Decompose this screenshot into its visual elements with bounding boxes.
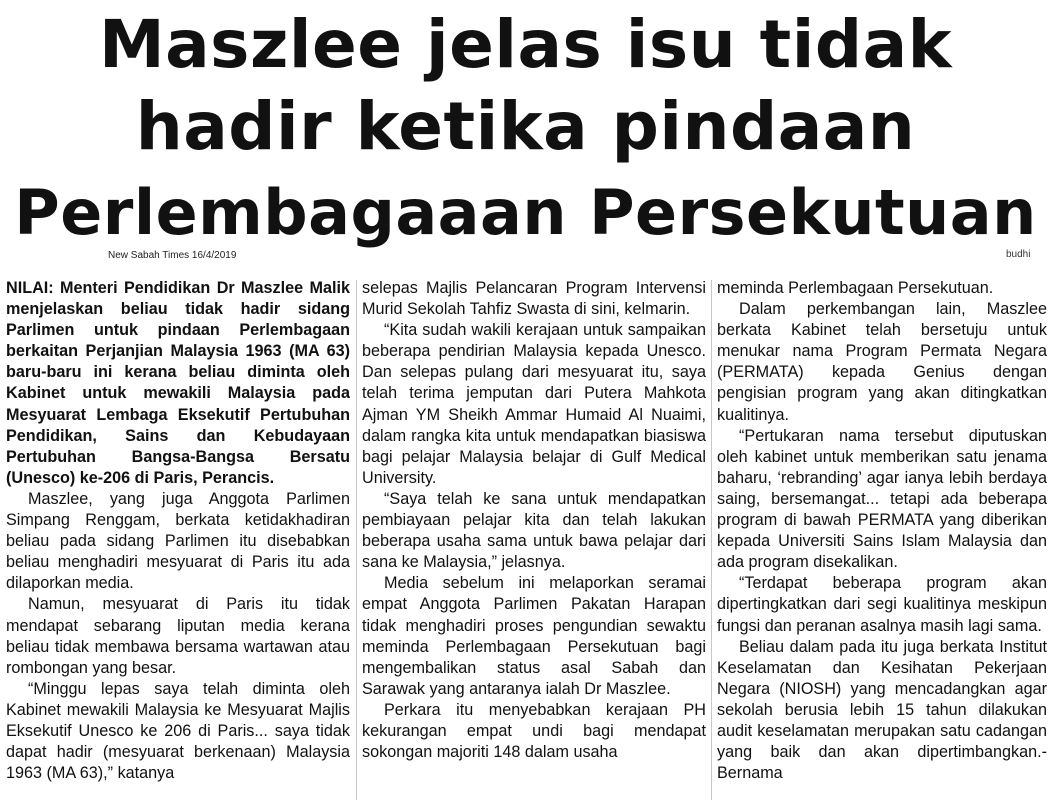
paragraph: “Pertukaran nama tersebut diputuskan oleh kabinet untuk memberikan satu jenama baharu, ‘rebranding’ agar ianya lebih berdaya saing, bersemangat... tetapi ada beberapa program di bawah PERMATA yang diberikan kepada Universiti Sains Islam Malaysia dan ada program disekalikan. [717,426,1047,572]
article-column-2 [362,278,706,805]
source-line: New Sabah Times 16/4/2019 [108,250,237,261]
paragraph: Maszlee, yang juga Anggota Parlimen Simpang Renggam, berkata ketidakhadiran beliau pada sidang Parlimen itu disebabkan beliau menghadiri mesyuarat di Paris itu ada dilaporkan media. [6,489,350,593]
paragraph-continued: selepas Majlis Pelancaran Program Intervensi Murid Sekolah Tahfiz Swasta di sini, kelmarin. [362,279,706,319]
signature: budhi [1006,249,1031,260]
paragraph-continued: meminda Perlembagaan Persekutuan. [717,279,994,297]
paragraph: “Kita sudah wakili kerajaan untuk sampaikan beberapa pendirian Malaysia kepada Unesco. Dan selepas pulang dari mesyuarat itu, saya telah terima jemputan dari Putera Mahkota Ajman YM Sheikh Ammar Humaid Al Nuaimi, dalam rangka kita untuk mendapatkan biasiswa bagi pelajar Malaysia belajar di Gulf Medical University. [362,321,706,487]
article-column-1 [6,278,350,805]
headline-line-3: Perlembagaaan Persekutuan [14,176,1037,249]
headline-line-1: Maszlee jelas isu tidak [98,6,953,83]
paragraph: “Minggu lepas saya telah diminta oleh Kabinet mewakili Malaysia ke Mesyuarat Majlis Eksekutif Unesco ke 206 di Paris... saya tidak dapat hadir (mesyuarat berkenaan) Malaysia 1963 (MA 63),” katanya [6,679,350,783]
paragraph: Perkara itu menyebabkan kerajaan PH kekurangan empat undi bagi mendapat sokongan majoriti 148 dalam usaha [362,700,706,762]
lead-paragraph: NILAI: Menteri Pendidikan Dr Maszlee Malik menjelaskan beliau tidak hadir sidang Parlimen untuk pindaan Perlembagaan berkaitan Perjanjian Malaysia 1963 (MA 63) baru-baru ini kerana beliau diminta oleh Kabinet untuk mewakili Malaysia pada Mesyuarat Lembaga Eksekutif Pertubuhan Pendidikan, Sains dan Kebudayaan Pertubuhan Bangsa-Bangsa Bersatu (Unesco) ke-206 di Paris, Perancis. [6,279,350,487]
column-divider [356,280,357,800]
column-divider [711,280,712,800]
paragraph: “Terdapat beberapa program akan dipertingkatkan dari segi kualitinya meskipun fungsi dan peranan asalnya masih lagi sama. [717,574,1047,635]
paragraph: Namun, mesyuarat di Paris itu tidak mendapat sebarang liputan media kerana beliau tidak membawa bersama wartawan atau rombongan yang besar. [6,595,350,677]
paragraph: Dalam perkembangan lain, Maszlee berkata Kabinet telah bersetuju untuk menukar nama Program Permata Negara (PERMATA) kepada Genius dengan pengisian program yang akan ditingkatkan kualitinya. [717,300,1047,424]
headline-line-2: hadir ketika pindaan [135,88,916,165]
article-column-3 [717,278,1047,805]
paragraph: Beliau dalam pada itu juga berkata Institut Keselamatan dan Kesihatan Pekerjaan Negara (NIOSH) yang mencadangkan agar sekolah berusia lebih 15 tahun dilakukan audit keselamatan merupakan satu cadangan yang baik dan akan dipertimbangkan.-Bernama [717,637,1047,783]
paragraph: Media sebelum ini melaporkan seramai empat Anggota Parlimen Pakatan Harapan tidak menghadiri proses pengundian sewaktu meminda Perlembagaan Persekutuan bagi mengembalikan status asal Sabah dan Sarawak yang antaranya ialah Dr Maszlee. [362,574,706,698]
paragraph: “Saya telah ke sana untuk mendapatkan pembiayaan pelajar kita dan telah lakukan beberapa usaha sama untuk bawa pelajar dari sana ke Malaysia,” jelasnya. [362,489,706,572]
